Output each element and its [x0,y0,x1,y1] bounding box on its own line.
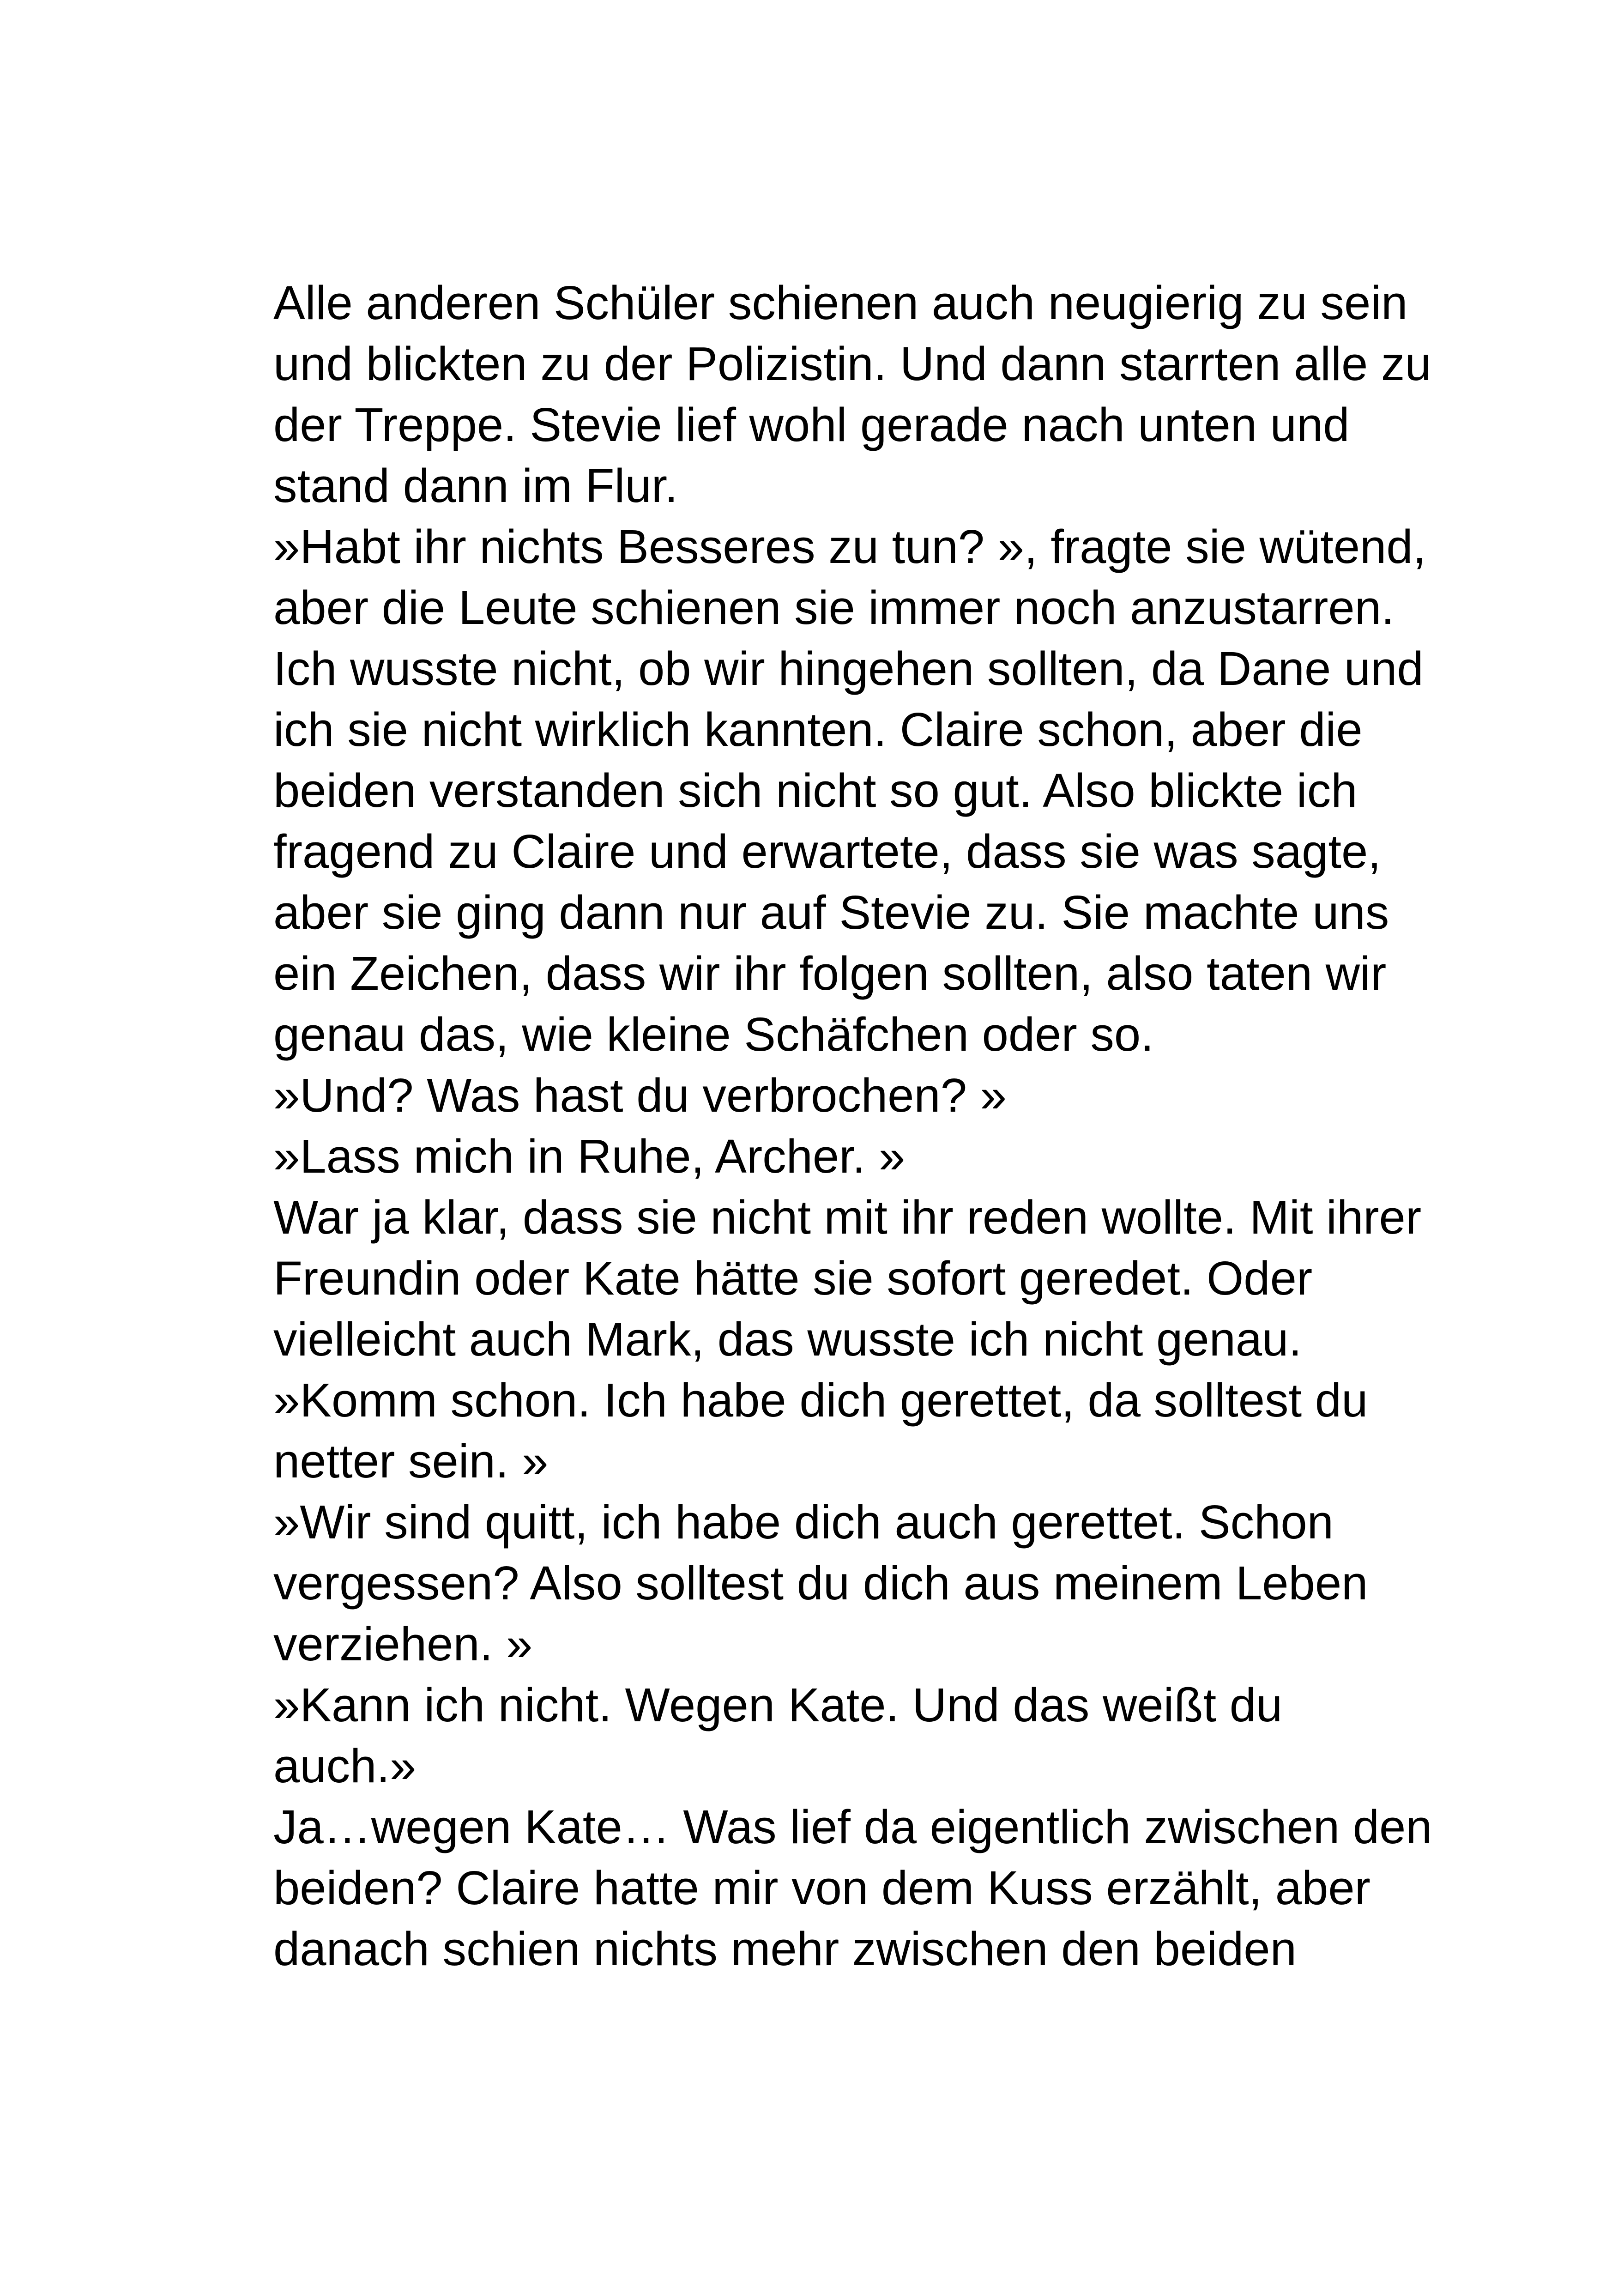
text-line: aber die Leute schienen sie immer noch anzustarren. [273,581,1395,634]
text-line: »Komm schon. Ich habe dich gerettet, da solltest du [273,1374,1368,1427]
text-line: stand dann im Flur. [273,459,678,512]
text-line: beiden verstanden sich nicht so gut. Also blickte ich [273,764,1358,817]
text-line: verziehen. » [273,1617,533,1671]
text-line: vielleicht auch Mark, das wusste ich nicht genau. [273,1313,1302,1366]
text-line: genau das, wie kleine Schäfchen oder so. [273,1008,1154,1061]
text-line: »Lass mich in Ruhe, Archer. » [273,1130,906,1183]
text-line: »Und? Was hast du verbrochen? » [273,1069,1007,1122]
text-line: auch.» [273,1739,417,1792]
text-line: War ja klar, dass sie nicht mit ihr reden wollte. Mit ihrer [273,1191,1422,1244]
text-line: der Treppe. Stevie lief wohl gerade nach unten und [273,398,1350,451]
text-line: »Wir sind quitt, ich habe dich auch gerettet. Schon [273,1495,1334,1549]
text-line: Ja…wegen Kate… Was lief da eigentlich zwischen den [273,1800,1432,1853]
text-line: »Kann ich nicht. Wegen Kate. Und das weißt du [273,1678,1283,1731]
text-line: ein Zeichen, dass wir ihr folgen sollten, also taten wir [273,947,1387,1000]
text-line: und blickten zu der Polizistin. Und dann starrten alle zu [273,337,1431,390]
text-line: beiden? Claire hatte mir von dem Kuss erzählt, aber [273,1861,1370,1914]
text-line: vergessen? Also solltest du dich aus meinem Leben [273,1556,1368,1610]
body-text [273,272,1455,1979]
text-line: netter sein. » [273,1435,549,1488]
text-line: Alle anderen Schüler schienen auch neugierig zu sein [273,276,1408,329]
text-line: »Habt ihr nichts Besseres zu tun? », fragte sie wütend, [273,520,1426,573]
text-line: Freundin oder Kate hätte sie sofort geredet. Oder [273,1252,1313,1305]
text-line: ich sie nicht wirklich kannten. Claire schon, aber die [273,703,1363,756]
text-line: Ich wusste nicht, ob wir hingehen sollten, da Dane und [273,642,1424,695]
text-line: aber sie ging dann nur auf Stevie zu. Sie machte uns [273,886,1389,939]
text-line: danach schien nichts mehr zwischen den beiden [273,1922,1297,1975]
text-line: fragend zu Claire und erwartete, dass sie was sagte, [273,825,1381,878]
